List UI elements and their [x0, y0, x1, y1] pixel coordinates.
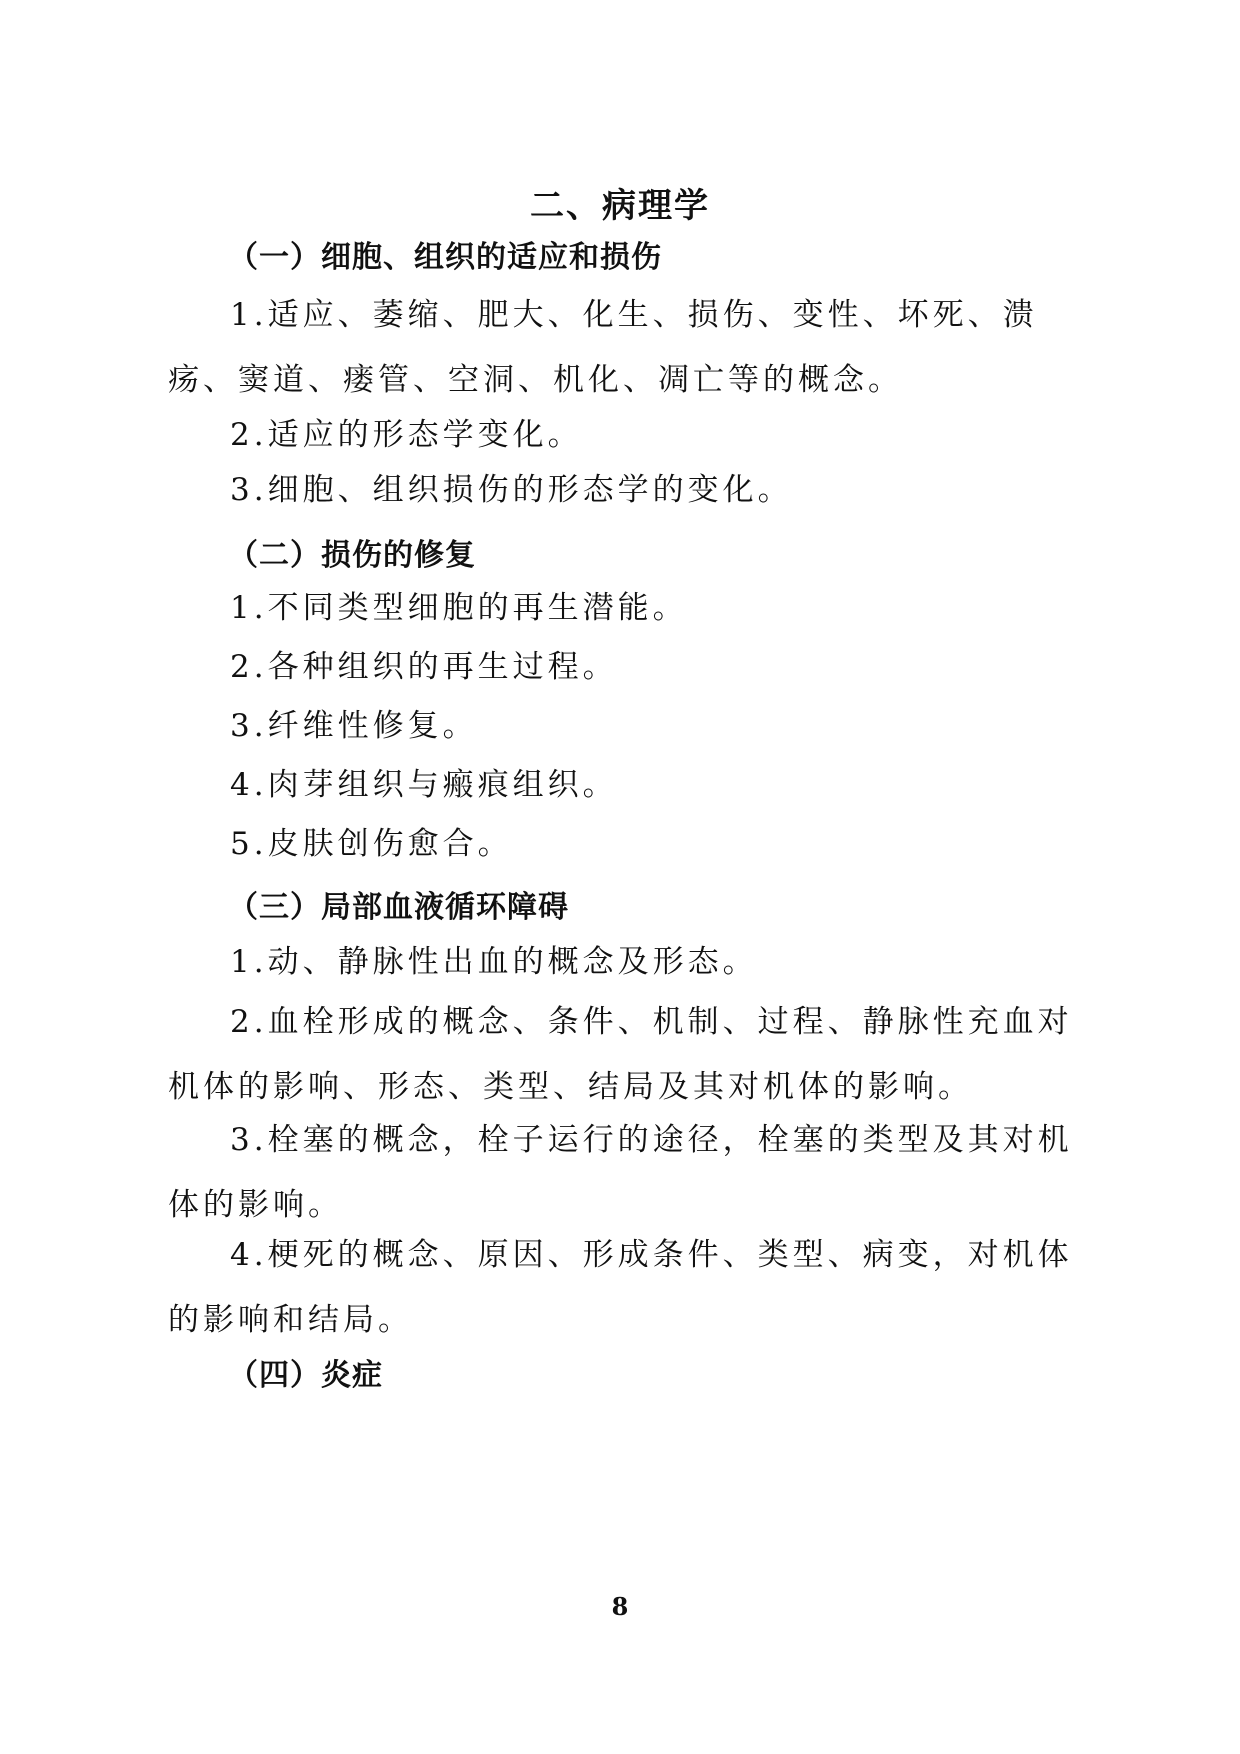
paragraph-3-4: 4.梗死的概念、原因、形成条件、类型、病变，对机体的影响和结局。 [168, 1237, 1073, 1338]
paragraph-1-3: 3.细胞、组织损伤的形态学的变化。 [230, 472, 793, 508]
section-heading-2: （二）损伤的修复 [228, 538, 476, 573]
section-heading-4: （四）炎症 [228, 1358, 383, 1393]
page-title: 二、病理学 [530, 186, 710, 226]
page-number: 8 [611, 1592, 629, 1621]
section-heading-1: （一）细胞、组织的适应和损伤 [228, 240, 662, 275]
paragraph-1-1: 1.适应、萎缩、肥大、化生、损伤、变性、坏死、溃疡、窦道、瘘管、空洞、机化、凋亡等的概念。 [168, 297, 1038, 398]
section-heading-3: （三）局部血液循环障碍 [228, 890, 569, 925]
paragraph-3-2: 2.血栓形成的概念、条件、机制、过程、静脉性充血对机体的影响、形态、类型、结局及其对机体的影响。 [168, 1004, 1073, 1105]
paragraph-2-2: 2.各种组织的再生过程。 [230, 649, 618, 685]
paragraph-2-4: 4.肉芽组织与瘢痕组织。 [230, 767, 618, 803]
paragraph-3-1: 1.动、静脉性出血的概念及形态。 [230, 944, 758, 980]
paragraph-2-5: 5.皮肤创伤愈合。 [230, 826, 513, 862]
paragraph-1-2: 2.适应的形态学变化。 [230, 417, 583, 453]
paragraph-3-3: 3.栓塞的概念，栓子运行的途径，栓塞的类型及其对机体的影响。 [168, 1122, 1073, 1223]
paragraph-2-1: 1.不同类型细胞的再生潜能。 [230, 590, 688, 626]
paragraph-2-3: 3.纤维性修复。 [230, 708, 478, 744]
